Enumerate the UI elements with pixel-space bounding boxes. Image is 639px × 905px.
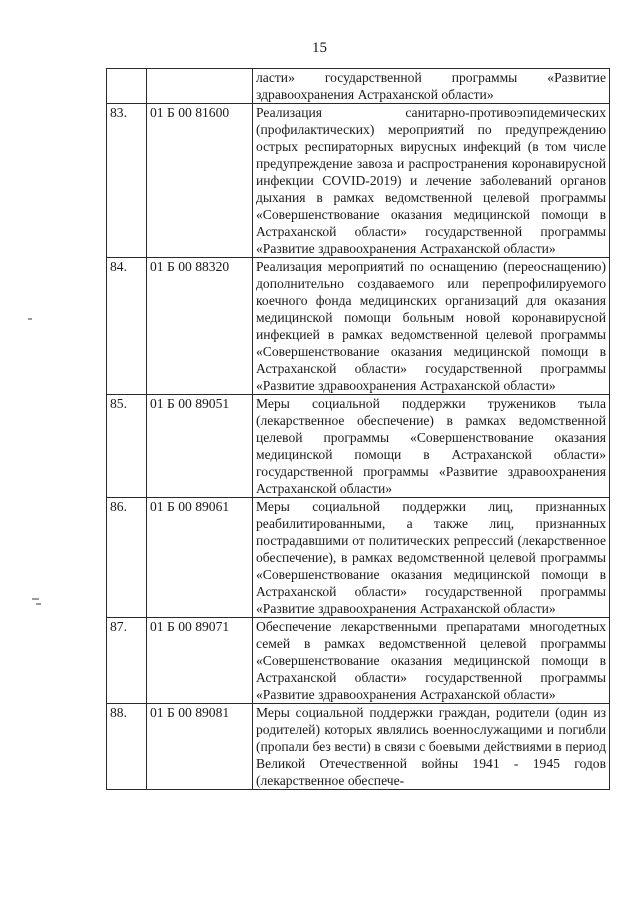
budget-code (147, 69, 253, 104)
scan-speck (36, 603, 41, 605)
row-number: 85. (107, 395, 147, 498)
budget-code: 01 Б 00 81600 (147, 104, 253, 258)
budget-code: 01 Б 00 89081 (147, 704, 253, 790)
row-description: Меры социальной поддержки лиц, признанных реабилитированными, а также лиц, признанных пострадавшими от политических репрессий (лекарственное обеспечение), в рамках ведомственной целевой программы «Совершенствование оказания медицинской помощи в Астраханской области» государственной программы «Развитие здравоохранения Астраханской области» (253, 498, 610, 618)
row-description: Меры социальной поддержки тружеников тыла (лекарственное обеспечение) в рамках ведомственной целевой программы «Совершенствование оказания медицинской помощи в Астраханской области» государственной программы «Развитие здравоохранения Астраханской области» (253, 395, 610, 498)
row-number: 84. (107, 258, 147, 395)
row-number: 88. (107, 704, 147, 790)
scan-speck (32, 598, 39, 600)
table-row (107, 69, 610, 104)
row-description: Меры социальной поддержки граждан, родители (один из родителей) которых являлись военнослужащими и погибли (пропали без вести) в связи с боевыми действиями в период Великой Отечественной войны 1941 - 1945 годов (лекарственное обеспече- (253, 704, 610, 790)
row-description: Обеспечение лекарственными препаратами многодетных семей в рамках ведомственной целевой программы «Совершенствование оказания медицинской помощи в Астраханской области» государственной программы «Развитие здравоохранения Астраханской области» (253, 618, 610, 704)
row-number (107, 69, 147, 104)
table-row (107, 704, 610, 790)
table-row (107, 104, 610, 258)
page-number: 15 (312, 40, 327, 56)
budget-code: 01 Б 00 89061 (147, 498, 253, 618)
budget-code: 01 Б 00 89051 (147, 395, 253, 498)
row-description: Реализация мероприятий по оснащению (переоснащению) дополнительно создаваемого или перепрофилируемого коечного фонда медицинских организаций для оказания медицинской помощи больным новой коронавирусной инфекцией в рамках ведомственной целевой программы «Совершенствование оказания медицинской помощи в Астраханской области» государственной программы «Развитие здравоохранения Астраханской области» (253, 258, 610, 395)
row-number: 83. (107, 104, 147, 258)
table-row (107, 258, 610, 395)
row-description: ласти» государственной программы «Развитие здравоохранения Астраханской области» (253, 69, 610, 104)
budget-code: 01 Б 00 88320 (147, 258, 253, 395)
table-row (107, 395, 610, 498)
row-number: 86. (107, 498, 147, 618)
budget-code: 01 Б 00 89071 (147, 618, 253, 704)
budget-code-table (106, 68, 610, 790)
row-number: 87. (107, 618, 147, 704)
row-description: Реализация санитарно-противоэпидемических (профилактических) мероприятий по предупреждению острых респираторных вирусных инфекций (в том числе предупреждение завоза и распространения коронавирусной инфекции COVID-2019) и лечение заболеваний органов дыхания в рамках ведомственной целевой программы «Совершенствование оказания медицинской помощи в Астраханской области» государственной программы «Развитие здравоохранения Астраханской области» (253, 104, 610, 258)
table-row (107, 498, 610, 618)
table-row (107, 618, 610, 704)
scan-speck (28, 318, 32, 320)
